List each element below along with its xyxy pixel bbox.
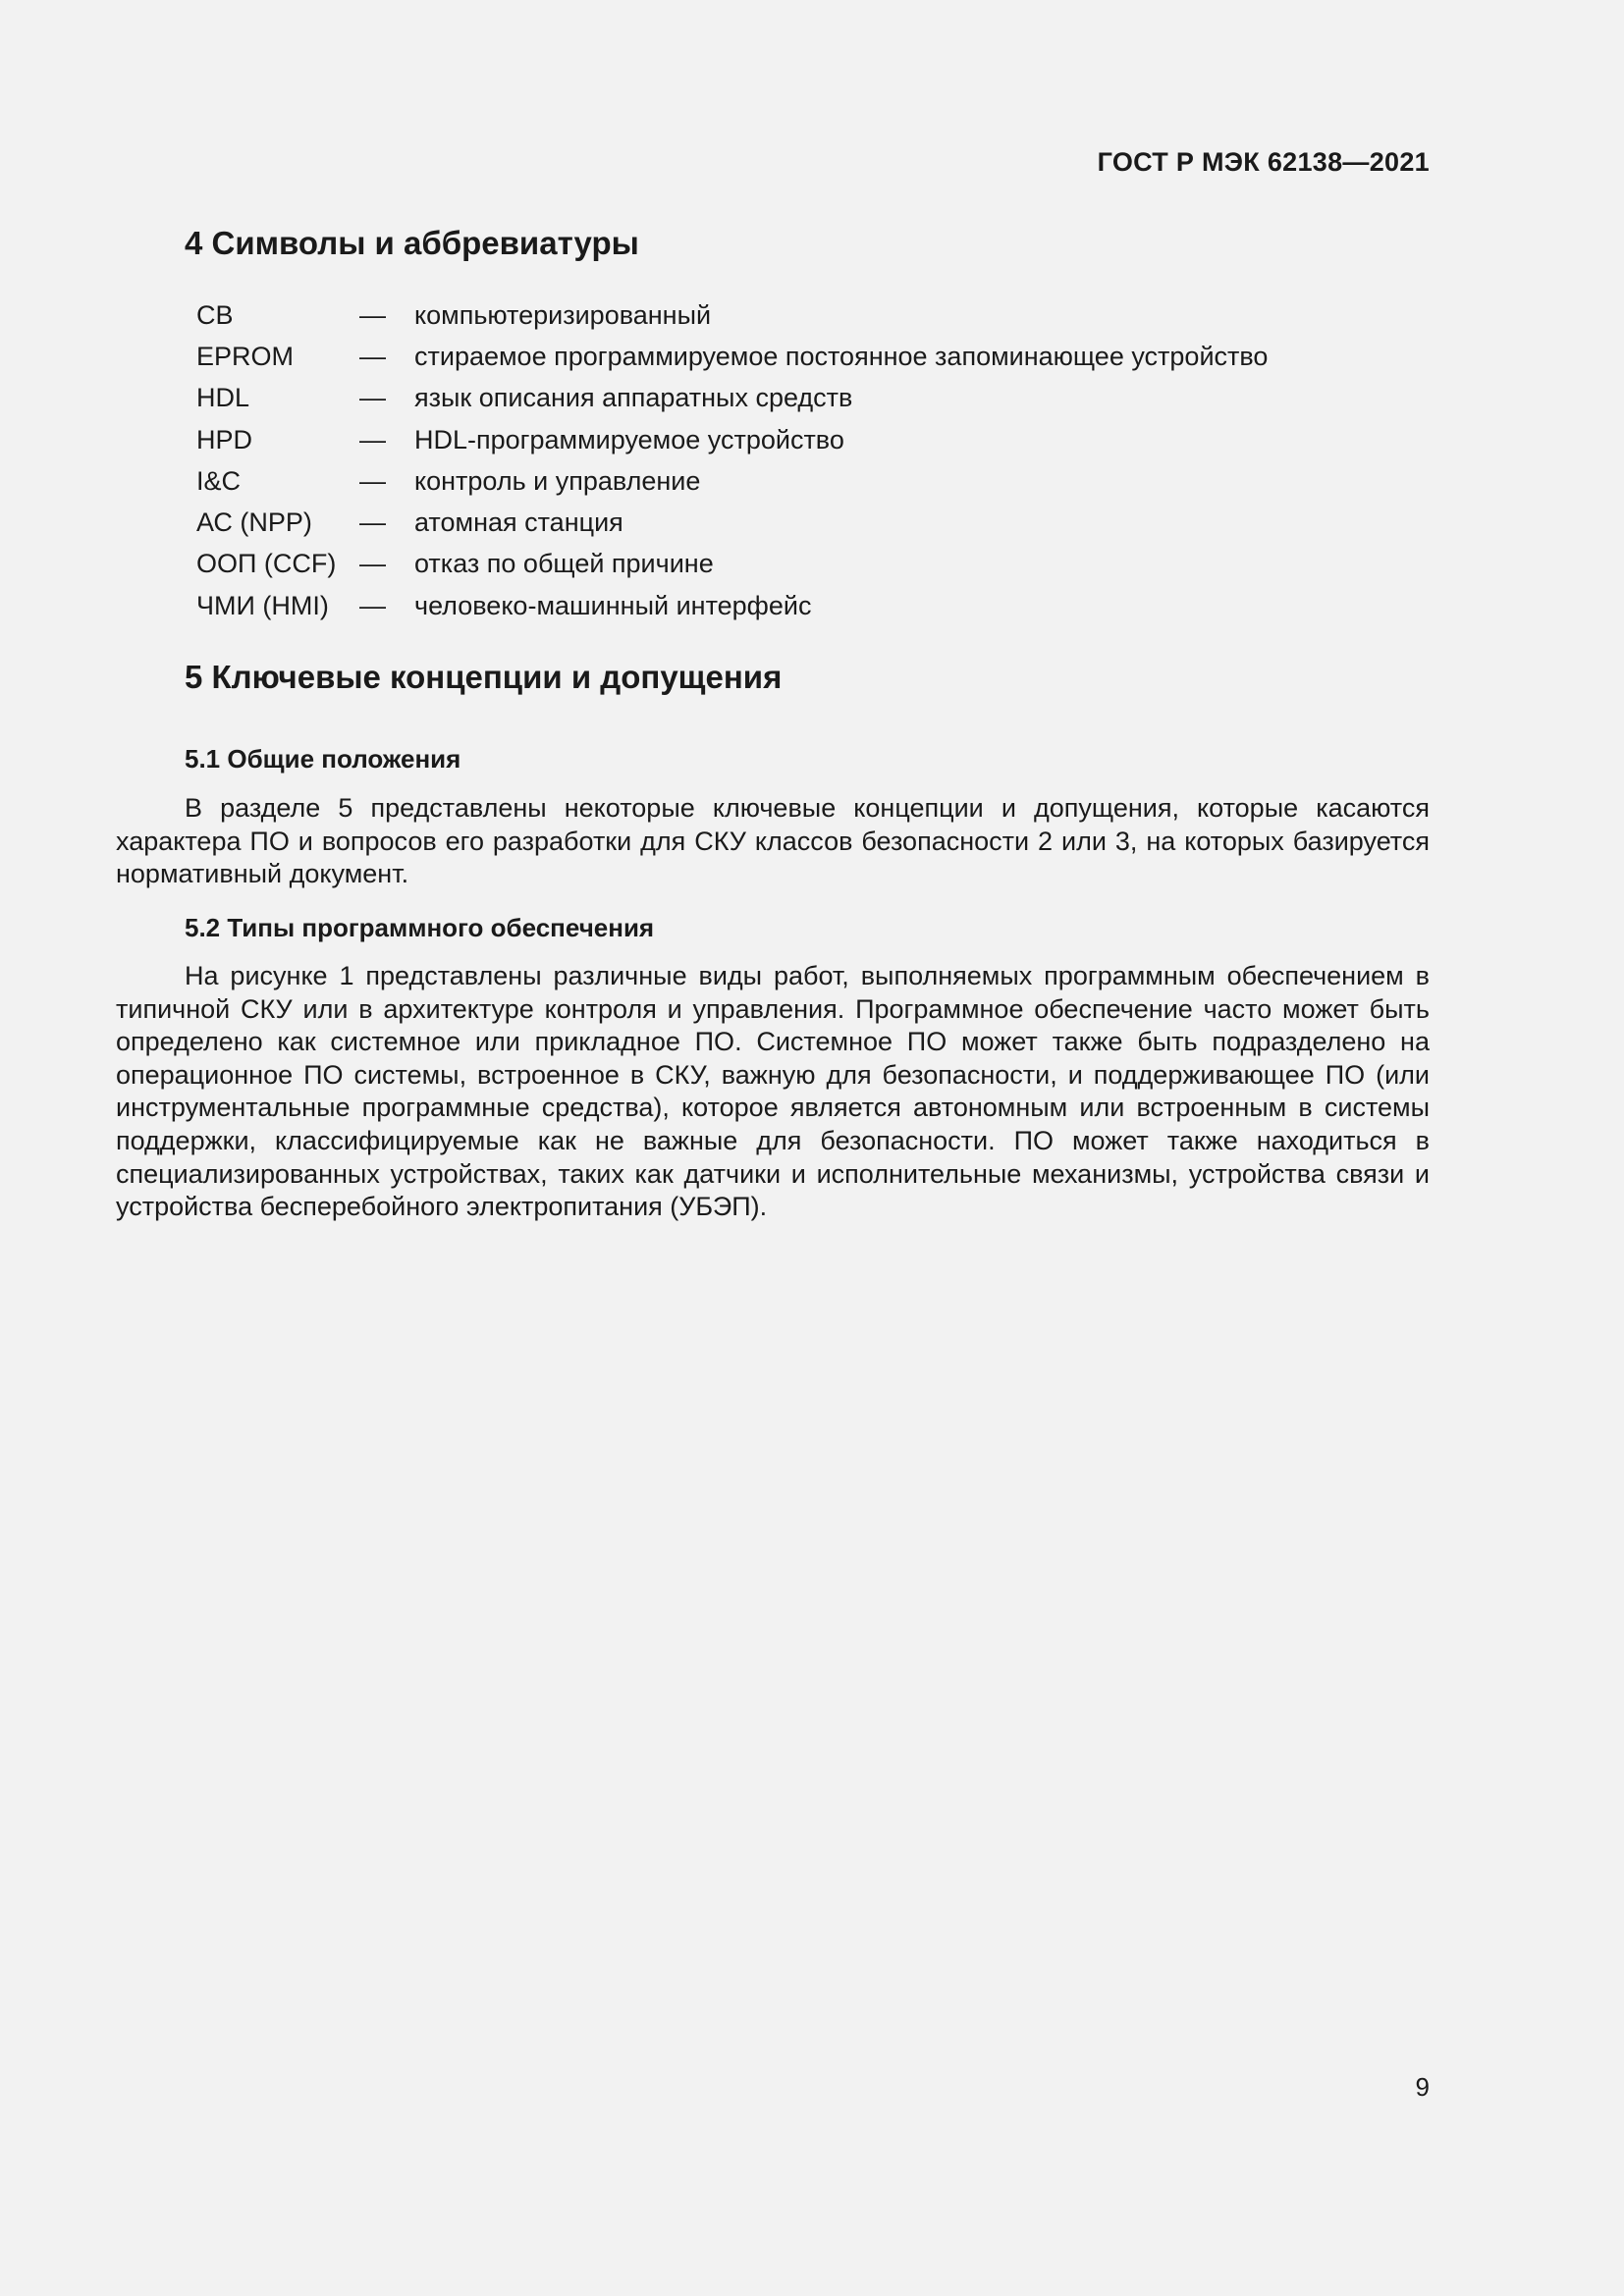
abbreviation-definition: язык описания аппаратных средств (414, 383, 853, 413)
abbreviation-term: EPROM (196, 341, 295, 371)
subsection-5-2-paragraph: На рисунке 1 представлены различные виды работ, выполняемых программным обеспечением в типичной СКУ или в архитектуре контроля и управления. Программное обеспечение часто может быть определено как системное или прикладное ПО. Системное ПО может также быть подразделено на операционное ПО системы, встроенное в СКУ, важную для безопасности, и поддерживающее ПО (или инструментальные программные средства), которое является автономным или встроенным в системы поддержки, классифицируемые как не важные для безопасности. ПО может также находиться в специализированных устройствах, таких как датчики и исполнительные механизмы, устройства связи и устройства бесперебойного электропитания (УБЭП). (116, 961, 1430, 1222)
abbreviation-term: HDL (196, 383, 250, 413)
abbreviation-dash: — (359, 590, 386, 620)
abbreviation-list (196, 294, 1375, 626)
abbreviation-term: HPD (196, 424, 253, 454)
abbreviation-dash: — (359, 341, 386, 371)
abbreviation-definition: контроль и управление (414, 465, 701, 496)
abbreviation-row (196, 378, 1375, 419)
abbreviation-row (196, 544, 1375, 585)
abbreviation-term: АС (NPP) (196, 507, 312, 538)
abbreviation-dash: — (359, 299, 386, 330)
section-4-title: 4 Символы и аббревиатуры (185, 225, 639, 261)
abbreviation-row (196, 502, 1375, 543)
abbreviation-row (196, 419, 1375, 460)
section-5-title: 5 Ключевые концепции и допущения (185, 659, 783, 695)
abbreviation-dash: — (359, 507, 386, 538)
abbreviation-term: СВ (196, 299, 234, 330)
abbreviation-dash: — (359, 465, 386, 496)
document-id: ГОСТ Р МЭК 62138—2021 (1097, 147, 1430, 177)
subsection-5-1-title: 5.1 Общие положения (185, 744, 461, 774)
abbreviation-definition: человеко-машинный интерфейс (414, 590, 812, 620)
abbreviation-term: ЧМИ (HMI) (196, 590, 329, 620)
abbreviation-row (196, 460, 1375, 502)
abbreviation-dash: — (359, 383, 386, 413)
abbreviation-definition: HDL-программируемое устройство (414, 424, 844, 454)
abbreviation-definition: атомная станция (414, 507, 623, 538)
abbreviation-definition: отказ по общей причине (414, 549, 714, 579)
page-number: 9 (1415, 2072, 1430, 2102)
subsection-5-1-paragraph: В разделе 5 представлены некоторые ключевые концепции и допущения, которые касаются характера ПО и вопросов его разработки для СКУ классов безопасности 2 или 3, на которых базируется нормативный документ. (116, 793, 1430, 889)
abbreviation-definition: компьютеризированный (414, 299, 712, 330)
subsection-5-2-title: 5.2 Типы программного обеспечения (185, 913, 655, 942)
abbreviation-row (196, 585, 1375, 626)
abbreviation-row (196, 336, 1375, 377)
abbreviation-definition: стираемое программируемое постоянное запоминающее устройство (414, 341, 1269, 371)
abbreviation-row (196, 294, 1375, 336)
abbreviation-term: I&C (196, 465, 242, 496)
abbreviation-term: ООП (CCF) (196, 549, 337, 579)
abbreviation-dash: — (359, 424, 386, 454)
abbreviation-dash: — (359, 549, 386, 579)
